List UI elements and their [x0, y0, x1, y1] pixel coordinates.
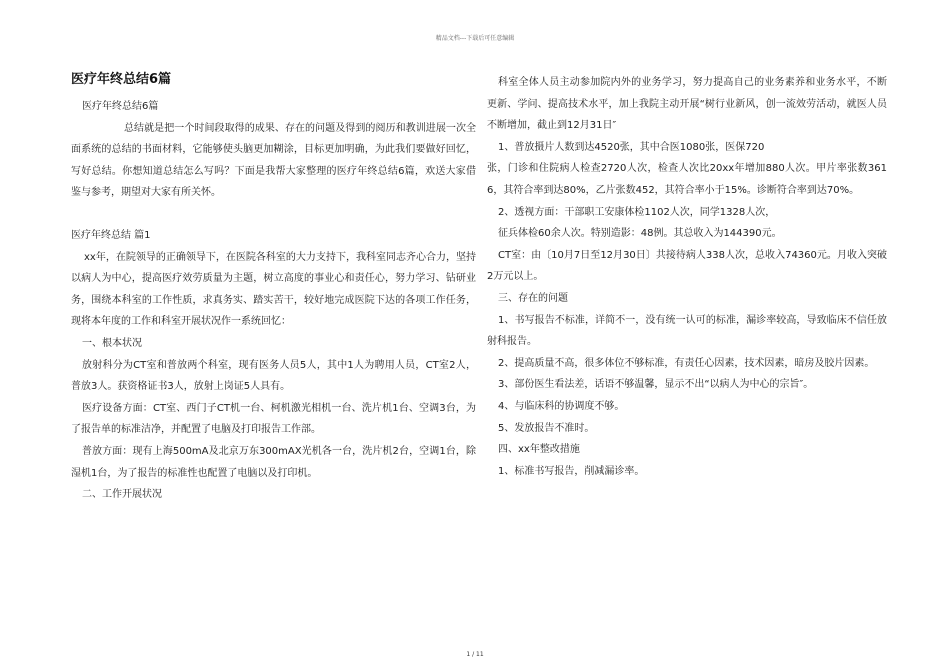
body-paragraph: 张，门诊和住院病人检查2720人次，检查人次比20xx年增加880人次。甲片率张数3616，其符合率到达80%，乙片张数452，其符合率小于15%。诊断符合率到达70%。	[487, 163, 887, 196]
document-title: 医疗年终总结6篇	[71, 72, 172, 87]
list-item: 5、发放报告不准时。	[498, 422, 595, 434]
list-item: 1、书写报告不标准，详简不一，没有统一认可的标准，漏诊率较高，导致临床不信任放射科报告。	[487, 314, 887, 348]
list-item: 1、标准书写报告，削减漏诊率。	[498, 465, 645, 477]
body-paragraph: xx年，在院领导的正确领导下，在医院各科室的大力支持下，我科室同志齐心合力，坚持以病人为中心，提高医疗效劳质量为主题，树立高度的事业心和责任心，努力学习、钻研业务，围绕本科室的工作性质，求真务实、踏实苦干，较好地完成医院下达的各项工作任务，现将本年度的工作和科室开展状况作一系统回忆：	[71, 251, 476, 328]
section-heading: 二、工作开展状况	[82, 489, 162, 501]
list-item: 4、与临床科的协调度不够。	[498, 400, 625, 412]
list-item: 3、部份医生看法差，话语不够温馨，显示不出“以病人为中心的宗旨″。	[498, 379, 814, 391]
subtitle: 医疗年终总结6篇	[82, 101, 159, 112]
section-heading: 一、根本状况	[82, 337, 142, 349]
section-heading: 三、存在的问题	[498, 292, 568, 304]
body-paragraph: CT室：由〔10月7日至12月30日〕共接待病人338人次，总收入74360元。月收入突破2万元以上。	[487, 249, 887, 283]
right-column	[487, 72, 887, 482]
left-column	[71, 70, 476, 506]
list-item: 2、提高质量不高，很多体位不够标准，有责任心因素，技术因素，暗房及胶片因素。	[498, 357, 875, 369]
body-paragraph: 征兵体检60余人次。特别造影：48例。其总收入为144390元。	[498, 228, 782, 240]
article-heading: 医疗年终总结 篇1	[71, 229, 151, 241]
body-paragraph: 科室全体人员主动参加院内外的业务学习，努力提高自己的业务素养和业务水平，不断更新、学问、提高技术水平，加上我院主动开展“树行业新风，创一流效劳活动，就医人员不断增加，截止到12月31日″	[487, 77, 887, 132]
body-paragraph: 放射科分为CT室和普放两个科室，现有医务人员5人，其中1人为聘用人员，CT室2人，普放3人。获资格证书3人，放射上岗证5人具有。	[71, 359, 476, 393]
spacer	[71, 204, 476, 225]
list-item: 2、透视方面：干部职工安康体检1102人次，同学1328人次，	[498, 206, 776, 218]
body-paragraph: 医疗设备方面：CT室、西门子CT机一台、柯机激光相机一台、洗片机1台、空调3台，为了报告单的标准洁净，并配置了电脑及打印报告工作部。	[71, 402, 476, 436]
intro-paragraph: 总结就是把一个时间段取得的成果、存在的问题及得到的阅历和教训进展一次全面系统的总结的书面材料，它能够使头脑更加糊涂，目标更加明确，为此我们要做好回忆，写好总结。你想知道总结怎么写吗？下面是我帮大家整理的医疗年终总结6篇，欢送大家借鉴与参考，期望对大家有所关怀。	[71, 122, 476, 199]
page-number: 1 / 11	[466, 651, 484, 658]
body-paragraph: 普放方面：现有上海500mA及北京万东300mAX光机各一台，洗片机2台，空调1台，除湿机1台，为了报告的标准性也配置了电脑以及打印机。	[71, 445, 476, 479]
section-heading: 四、xx年整改措施	[498, 444, 580, 456]
page-header: 精品文档---下载后可任意编辑	[435, 35, 515, 42]
list-item: 1、普放摄片人数到达4520张，其中合医1080张，医保720	[498, 141, 765, 153]
